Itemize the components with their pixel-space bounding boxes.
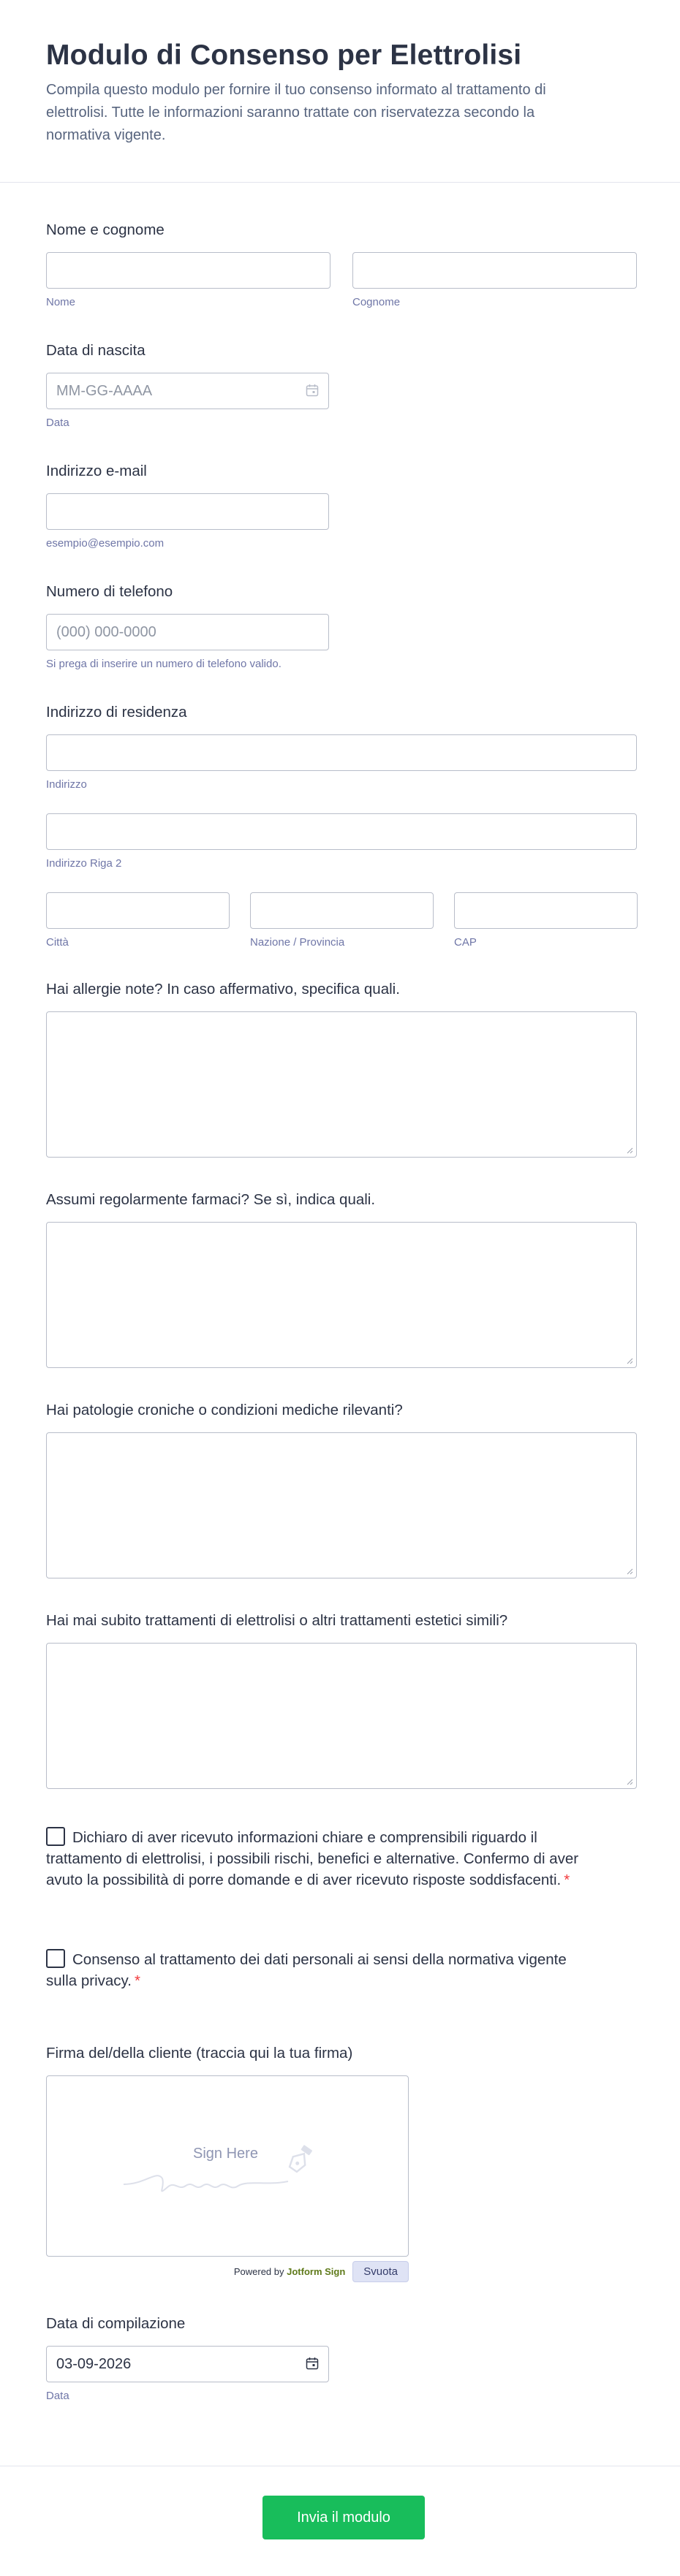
form-body <box>0 221 680 2403</box>
medications-field <box>46 1190 634 1368</box>
address-label: Indirizzo di residenza <box>46 704 187 721</box>
phone-label: Numero di telefono <box>46 583 173 600</box>
medications-label: Assumi regolarmente farmaci? Se sì, indica quali. <box>46 1191 376 1208</box>
first-name-input[interactable] <box>46 252 330 289</box>
resize-grip-icon[interactable] <box>626 1568 633 1575</box>
signature-label: Firma del/della cliente (traccia qui la tua firma) <box>46 2045 353 2062</box>
allergies-label: Hai allergie note? In caso affermativo, specifica quali. <box>46 981 400 998</box>
required-asterisk: * <box>134 1972 140 1989</box>
form-description: Compila questo modulo per fornire il tuo consenso informato al trattamento di elettrolisi. Tutte le informazioni saranno trattate con riservatezza secondo la normativa vigente. <box>46 82 546 143</box>
allergies-field <box>46 980 634 1158</box>
form-header <box>0 0 680 183</box>
first-name-sublabel: Nome <box>46 296 76 308</box>
state-input[interactable] <box>250 892 434 929</box>
phone-field <box>46 582 634 671</box>
signature-pad[interactable] <box>46 2075 409 2257</box>
birth-date-sublabel: Data <box>46 417 69 429</box>
email-sublabel: esempio@esempio.com <box>46 537 165 550</box>
signature-field <box>46 2044 634 2282</box>
info-consent-field <box>46 1827 587 1891</box>
fill-date-input[interactable]: 03-09-2026 <box>46 2346 329 2382</box>
required-asterisk: * <box>564 1872 570 1888</box>
phone-sublabel: Si prega di inserire un numero di telefono valido. <box>46 658 282 670</box>
street-address-sublabel: Indirizzo <box>46 778 87 791</box>
sign-here-hint: Sign Here <box>193 2146 258 2162</box>
jotform-sign-brand: Jotform Sign <box>287 2266 346 2277</box>
fill-date-label: Data di compilazione <box>46 2315 186 2332</box>
city-input[interactable] <box>46 892 230 929</box>
fill-date-sublabel: Data <box>46 2390 69 2402</box>
info-consent-text: Dichiaro di aver ricevuto informazioni chiare e comprensibili riguardo il trattamento di elettrolisi, i possibili rischi, benefici e alternative. Confermo di aver avuto la possibilità di porre domande e di aver ricevuto risposte soddisfacenti. <box>46 1829 579 1888</box>
street-address-line2-input[interactable] <box>46 813 637 850</box>
name-field <box>46 221 634 309</box>
phone-input[interactable]: (000) 000-0000 <box>46 614 329 650</box>
calendar-icon[interactable] <box>306 2357 319 2370</box>
conditions-textarea[interactable] <box>46 1432 637 1578</box>
email-field <box>46 462 634 550</box>
state-sublabel: Nazione / Provincia <box>250 936 345 949</box>
form-footer <box>0 2466 680 2576</box>
privacy-consent-field <box>46 1949 587 1991</box>
previous-treatments-field <box>46 1611 634 1789</box>
previous-treatments-label: Hai mai subito trattamenti di elettrolisi o altri trattamenti estetici simili? <box>46 1612 508 1629</box>
powered-by-text: Powered by Jotform Sign <box>233 2266 346 2277</box>
conditions-label: Hai patologie croniche o condizioni mediche rilevanti? <box>46 1402 403 1418</box>
last-name-sublabel: Cognome <box>352 296 401 308</box>
clear-signature-button[interactable]: Svuota <box>352 2261 409 2282</box>
privacy-consent-text: Consenso al trattamento dei dati personali ai sensi della normativa vigente sulla privacy. <box>46 1951 567 1989</box>
privacy-consent-checkbox[interactable] <box>46 1949 65 1968</box>
birth-date-field <box>46 341 634 430</box>
resize-grip-icon[interactable] <box>626 1778 633 1785</box>
name-label: Nome e cognome <box>46 221 165 238</box>
fill-date-field <box>46 2314 634 2403</box>
city-sublabel: Città <box>46 936 69 949</box>
info-consent-checkbox[interactable] <box>46 1827 65 1846</box>
submit-button[interactable]: Invia il modulo <box>262 2496 425 2539</box>
birth-date-label: Data di nascita <box>46 342 146 359</box>
email-label: Indirizzo e-mail <box>46 463 147 479</box>
calendar-icon[interactable] <box>306 384 319 397</box>
medications-textarea[interactable] <box>46 1222 637 1368</box>
resize-grip-icon[interactable] <box>626 1147 633 1154</box>
previous-treatments-textarea[interactable] <box>46 1643 637 1789</box>
birth-date-input[interactable]: MM-GG-AAAA <box>46 373 329 409</box>
conditions-field <box>46 1401 634 1578</box>
address-field <box>46 703 634 949</box>
form-title: Modulo di Consenso per Elettrolisi <box>46 39 522 71</box>
street-address-line2-sublabel: Indirizzo Riga 2 <box>46 857 122 870</box>
email-input[interactable] <box>46 493 329 530</box>
last-name-input[interactable] <box>352 252 637 289</box>
street-address-input[interactable] <box>46 734 637 771</box>
resize-grip-icon[interactable] <box>626 1357 633 1364</box>
signature-placeholder-graphic <box>47 2076 409 2257</box>
allergies-textarea[interactable] <box>46 1011 637 1158</box>
zip-input[interactable] <box>454 892 638 929</box>
zip-sublabel: CAP <box>454 936 477 949</box>
